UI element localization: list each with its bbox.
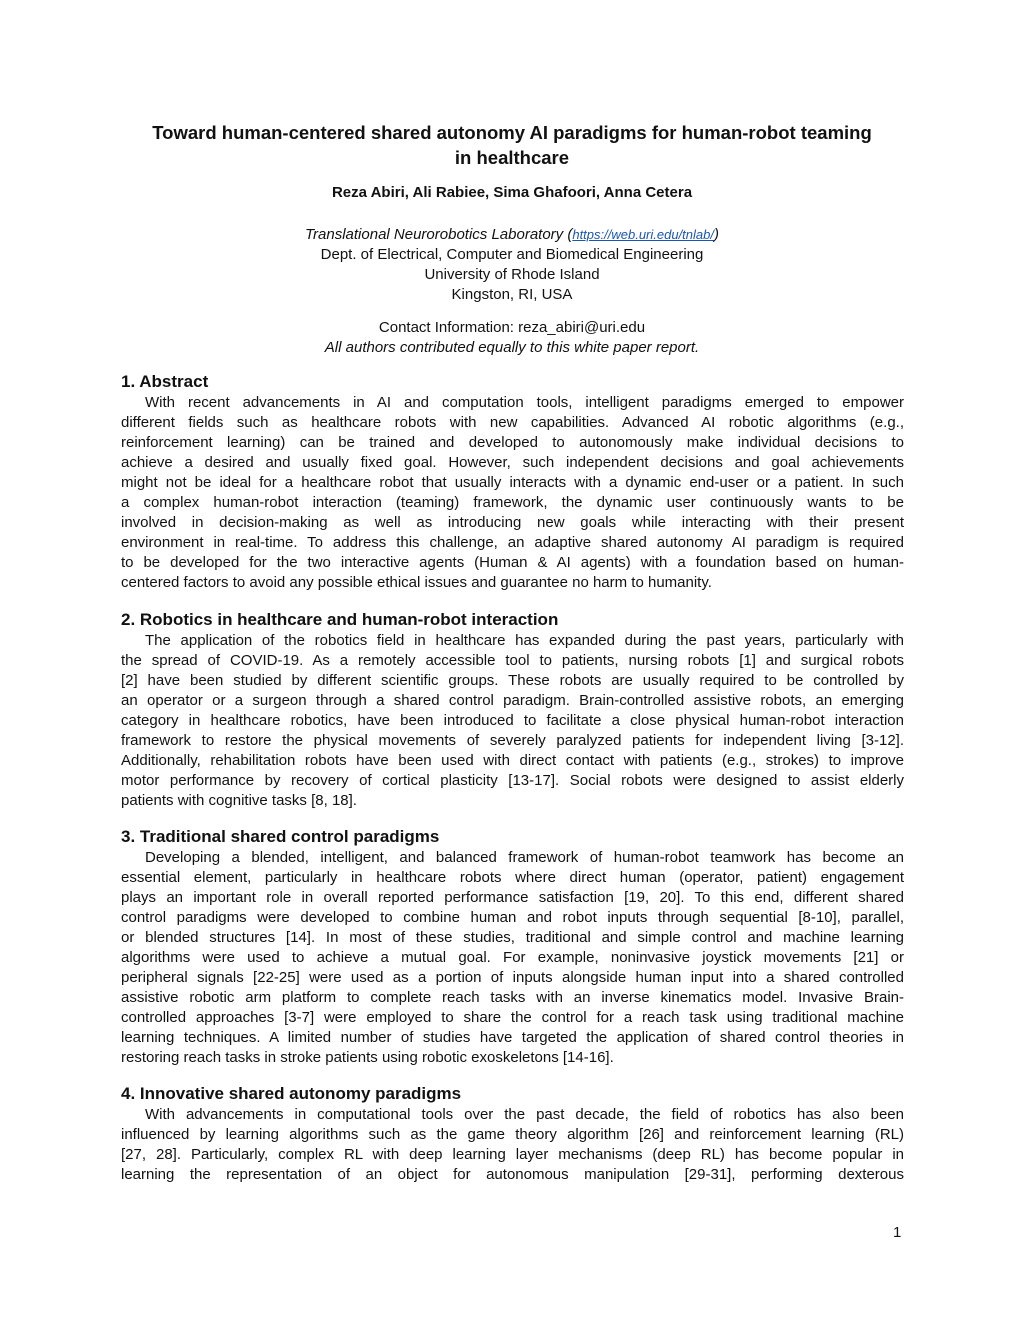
paragraph-line: Additionally, rehabilitation robots have been used with direct contact with patients (e.g., strokes) to improve: [121, 752, 904, 769]
contact-info: Contact Information: reza_abiri@uri.edu: [378, 319, 646, 336]
paper-title: [0, 120, 1024, 170]
title-line: in healthcare: [454, 147, 570, 168]
paragraph-line: or blended structures [14]. In most of these studies, traditional and simple control and machine learning: [121, 929, 904, 946]
paragraph-line: patients with cognitive tasks [8, 18].: [121, 792, 357, 809]
paragraph-line: category in healthcare robotics, have been introduced to facilitate a close physical human-robot interaction: [121, 712, 904, 729]
section-traditional-shared-control: [121, 826, 904, 1068]
paragraph-line: to be developed for the two interactive agents (Human & AI agents) with a foundation based on human-: [121, 554, 904, 571]
section-heading: 2. Robotics in healthcare and human-robot interaction: [121, 610, 559, 629]
page-number: 1: [893, 1224, 902, 1241]
department: Dept. of Electrical, Computer and Biomedical Engineering: [320, 246, 704, 263]
paragraph-line: control paradigms were developed to combine human and robot inputs through sequential [8-10], parallel,: [121, 909, 904, 926]
lab-close: ): [714, 226, 719, 243]
paragraph-line: achieve a desired and usually fixed goal. However, such independent decisions and goal achievements: [121, 454, 904, 471]
paragraph-line: assistive robotic arm platform to complete reach tasks with an inverse kinematics model. Invasive Brain-: [121, 989, 904, 1006]
author-list: Reza Abiri, Ali Rabiee, Sima Ghafoori, Anna Cetera: [331, 184, 693, 201]
paragraph-line: controlled approaches [3-7] were employed to share the control for a reach task using traditional machine: [121, 1009, 904, 1026]
paragraph-line: learning the representation of an object for autonomous manipulation [29-31], performing dexterous: [121, 1166, 904, 1183]
affiliation: [0, 225, 1024, 305]
paragraph-line: an operator or a surgeon through a shared control paradigm. Brain-controlled assistive robots, an emerging: [121, 692, 904, 709]
paragraph-line: involved in decision-making as well as introducing new goals while interacting with their present: [121, 514, 904, 531]
paragraph-line: [27, 28]. Particularly, complex RL with deep learning layer mechanisms (deep RL) has become popular in: [121, 1146, 904, 1163]
paragraph-line: centered factors to avoid any possible ethical issues and guarantee no harm to humanity.: [121, 574, 712, 591]
section-innovative-shared-autonomy: [121, 1083, 904, 1185]
paragraph-line: motor performance by recovery of cortical plasticity [13-17]. Social robots were designed to assist elderly: [121, 772, 904, 789]
section-heading: 3. Traditional shared control paradigms: [121, 827, 440, 846]
location: Kingston, RI, USA: [451, 286, 573, 303]
paragraph-line: Developing a blended, intelligent, and balanced framework of human-robot teamwork has become an: [145, 849, 904, 866]
paragraph-line: the spread of COVID-19. As a remotely accessible tool to patients, nursing robots [1] and surgical robots: [121, 652, 904, 669]
paragraph-line: algorithms were used to achieve a mutual goal. For example, noninvasive joystick movements [21] or: [121, 949, 904, 966]
section-heading: 4. Innovative shared autonomy paradigms: [121, 1084, 462, 1103]
section-heading: 1. Abstract: [121, 372, 209, 391]
section-abstract: [121, 371, 904, 593]
contribution-note: All authors contributed equally to this white paper report.: [324, 339, 700, 356]
paragraph-line: With advancements in computational tools over the past decade, the field of robotics has also been: [145, 1106, 904, 1123]
paragraph-line: influenced by learning algorithms such as the game theory algorithm [26] and reinforcement learning (RL): [121, 1126, 904, 1143]
paragraph-line: a complex human-robot interaction (teaming) framework, the dynamic user continuously wants to be: [121, 494, 904, 511]
paragraph-line: [2] have been studied by different scientific groups. These robots are usually required to be controlled by: [121, 672, 904, 689]
paragraph-line: framework to restore the physical movements of severely paralyzed patients for independent living [3-12].: [121, 732, 904, 749]
lab-link[interactable]: https://web.uri.edu/tnlab/: [572, 227, 714, 242]
section-robotics-healthcare: [121, 609, 904, 811]
paragraph-line: environment in real-time. To address this challenge, an adaptive shared autonomy AI paradigm is required: [121, 534, 904, 551]
contact-block: [0, 318, 1024, 358]
title-line: Toward human-centered shared autonomy AI paradigms for human-robot teaming: [152, 122, 872, 143]
paragraph-line: reinforcement learning) can be trained and developed to autonomously make individual decisions to: [121, 434, 904, 451]
paragraph-line: restoring reach tasks in stroke patients using robotic exoskeletons [14-16].: [121, 1049, 614, 1066]
paragraph-line: peripheral signals [22-25] were used as a portion of inputs alongside human input into a shared controlled: [121, 969, 904, 986]
paragraph-line: essential element, particularly in healthcare robots where direct human (operator, patient) engagement: [121, 869, 904, 886]
paragraph-line: learning techniques. A limited number of studies have targeted the application of shared control theories in: [121, 1029, 904, 1046]
paragraph-line: With recent advancements in AI and computation tools, intelligent paradigms emerged to empower: [145, 394, 904, 411]
university: University of Rhode Island: [424, 266, 600, 283]
lab-name: [0, 225, 1024, 245]
paragraph-line: The application of the robotics field in healthcare has expanded during the past years, particularly with: [145, 632, 904, 649]
lab-label: Translational Neurorobotics Laboratory (: [304, 226, 573, 243]
paragraph-line: plays an important role in overall reported performance satisfaction [19, 20]. To this end, different shared: [121, 889, 904, 906]
paragraph-line: might not be ideal for a healthcare robot that usually interacts with a dynamic end-user or a patient. In such: [121, 474, 904, 491]
paragraph-line: different fields such as healthcare robots with new capabilities. Advanced AI robotic algorithms (e.g.,: [121, 414, 904, 431]
